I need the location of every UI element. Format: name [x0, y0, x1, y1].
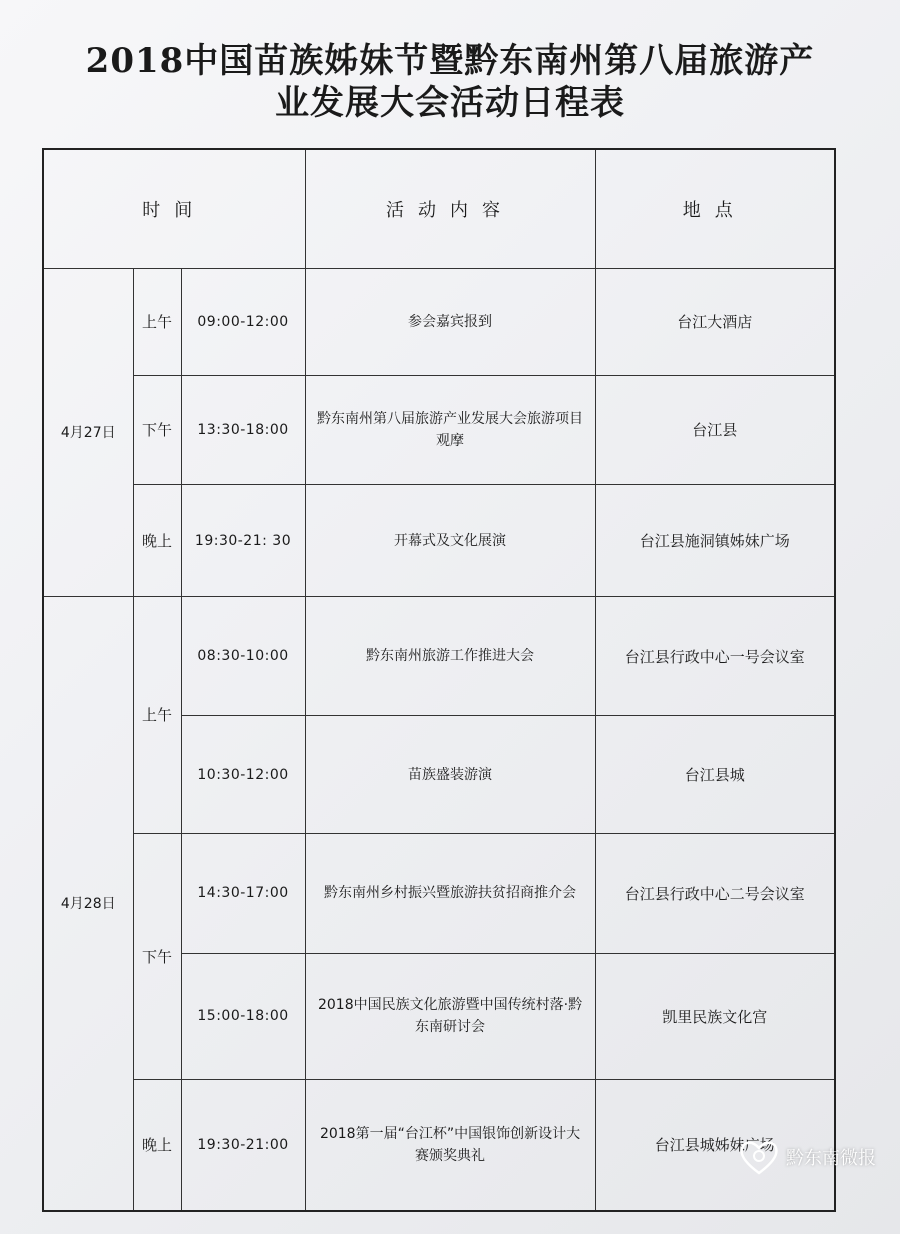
activity-cell: 2018第一届“台江杯”中国银饰创新设计大赛颁奖典礼: [305, 1079, 595, 1211]
time-cell: 14:30-17:00: [181, 834, 305, 954]
location-cell: 台江县行政中心一号会议室: [595, 596, 835, 716]
activity-cell: 黔东南州旅游工作推进大会: [305, 596, 595, 716]
heart-logo-icon: [738, 1138, 780, 1176]
activity-cell: 黔东南州乡村振兴暨旅游扶贫招商推介会: [305, 834, 595, 954]
title-line-1: 2018中国苗族姊妹节暨黔东南州第八届旅游产: [85, 41, 815, 81]
activity-cell: 黔东南州第八届旅游产业发展大会旅游项目观摩: [305, 375, 595, 485]
time-cell: 08:30-10:00: [181, 596, 305, 716]
table-row: [43, 485, 835, 597]
time-cell: 10:30-12:00: [181, 716, 305, 834]
location-cell: 台江大酒店: [595, 269, 835, 376]
activity-cell: 开幕式及文化展演: [305, 485, 595, 597]
header-location: 地点: [595, 149, 835, 269]
location-cell: 凯里民族文化宫: [595, 953, 835, 1079]
header-row: [43, 149, 835, 269]
period-cell: 上午: [133, 269, 181, 376]
period-cell: 晚上: [133, 485, 181, 597]
period-cell: 晚上: [133, 1079, 181, 1211]
page-title: [40, 40, 860, 124]
time-cell: 19:30-21:00: [181, 1079, 305, 1211]
period-cell: 下午: [133, 834, 181, 1079]
date-cell: 4月28日: [43, 596, 133, 1211]
location-cell: 台江县: [595, 375, 835, 485]
watermark: [738, 1138, 876, 1176]
header-time: 时间: [43, 149, 305, 269]
table-row: [43, 596, 835, 716]
activity-cell: 参会嘉宾报到: [305, 269, 595, 376]
period-cell: 下午: [133, 375, 181, 485]
location-cell: 台江县行政中心二号会议室: [595, 834, 835, 954]
activity-cell: 2018中国民族文化旅游暨中国传统村落·黔东南研讨会: [305, 953, 595, 1079]
schedule-table: [42, 148, 836, 1212]
title-line-2: 业发展大会活动日程表: [275, 83, 625, 123]
location-cell: 台江县城: [595, 716, 835, 834]
time-cell: 19:30-21: 30: [181, 485, 305, 597]
table-row: [43, 375, 835, 485]
table-row: [43, 834, 835, 954]
header-content: 活动内容: [305, 149, 595, 269]
location-cell: 台江县施洞镇姊妹广场: [595, 485, 835, 597]
location-cell: 台江县城姊妹广场: [595, 1079, 835, 1211]
time-cell: 15:00-18:00: [181, 953, 305, 1079]
time-cell: 13:30-18:00: [181, 375, 305, 485]
table-row: [43, 269, 835, 376]
watermark-text: 黔东南微报: [786, 1148, 876, 1169]
activity-cell: 苗族盛装游演: [305, 716, 595, 834]
date-cell: 4月27日: [43, 269, 133, 597]
period-cell: 上午: [133, 596, 181, 833]
table-row: [43, 1079, 835, 1211]
time-cell: 09:00-12:00: [181, 269, 305, 376]
